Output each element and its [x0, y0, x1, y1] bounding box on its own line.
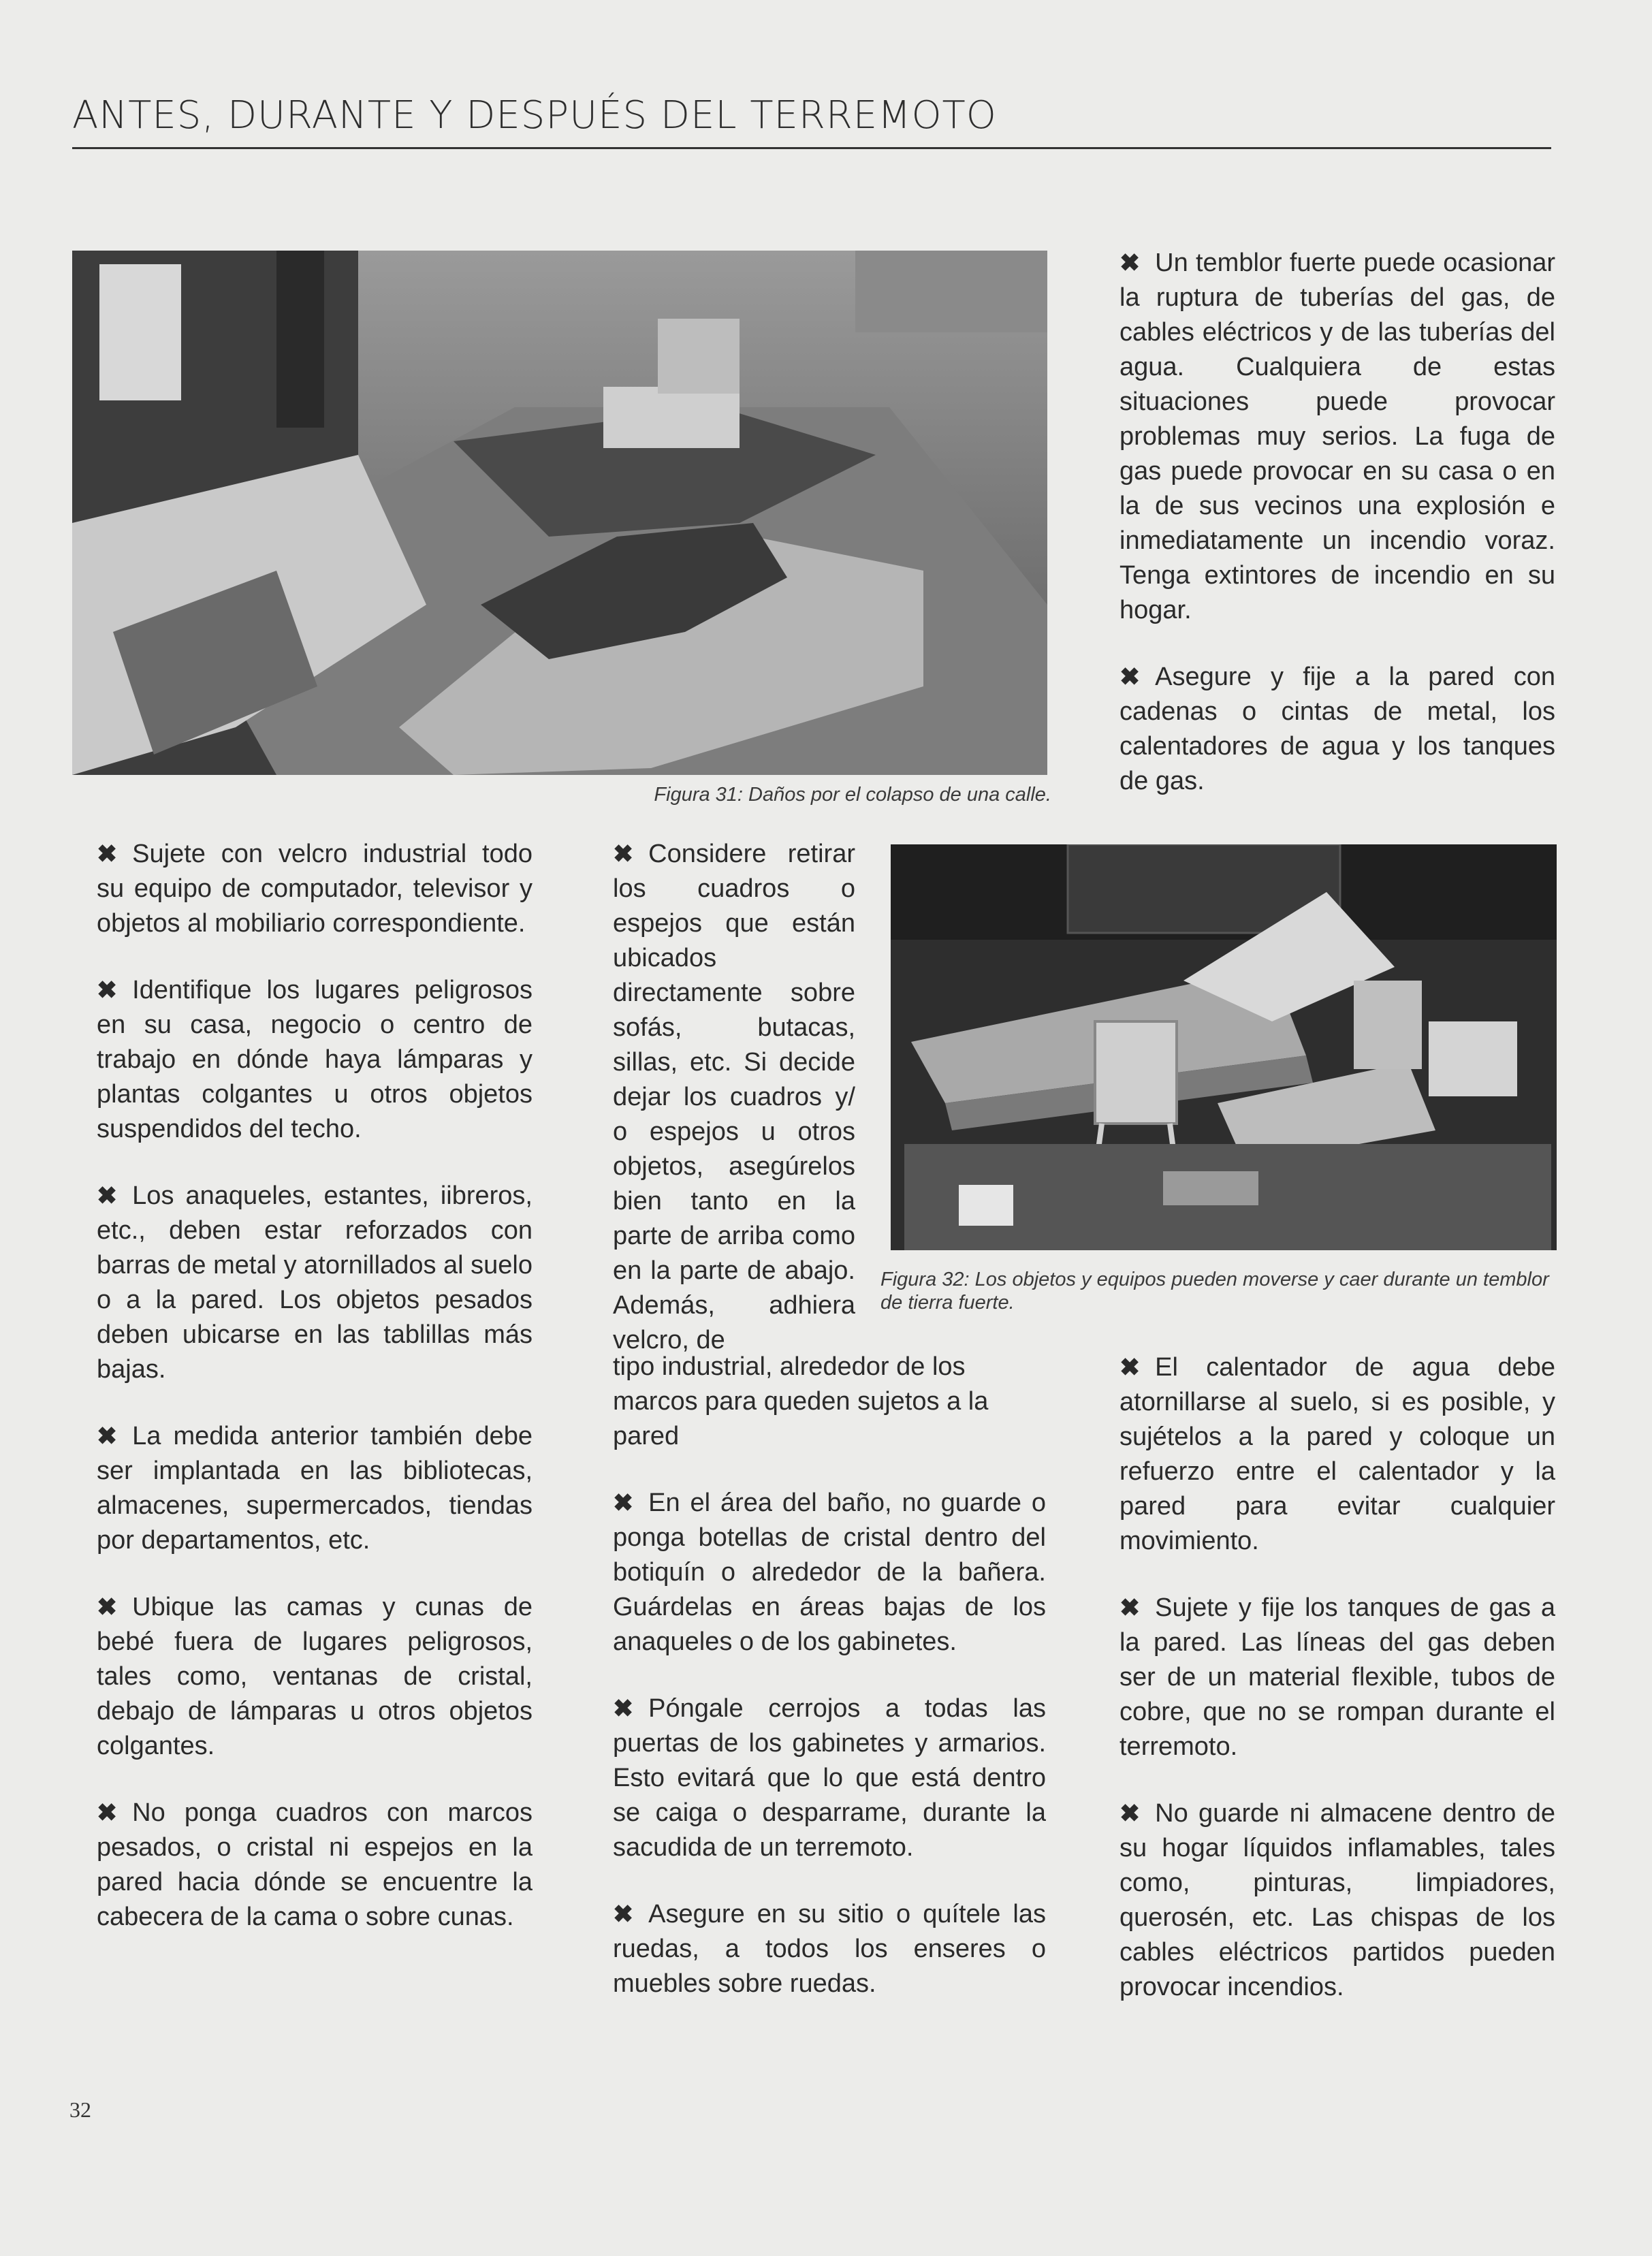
middle-column — [613, 1350, 1046, 2001]
list-item: ✖ El calentador de agua debe atornillarse al suelo, si es posible, y sujételos a la pared y coloque un refuerzo entre el calentador y la pared para evitar cualquier movimiento. — [1119, 1353, 1555, 1555]
x-bullet-icon: ✖ — [613, 840, 634, 868]
list-item: ✖ No ponga cuadros con marcos pesados, o cristal ni espejos en la pared hacia dónde se encuentre la cabecera de la cama o sobre cunas. — [97, 1798, 533, 1931]
figure-31-photo — [72, 251, 1047, 775]
list-item-continuation: tipo industrial, alrededor de los marcos para queden sujetos a la pared — [613, 1352, 989, 1450]
middle-column-narrow — [613, 836, 855, 1358]
fallen-furniture-image — [891, 844, 1557, 1250]
figure-32-caption: Figura 32: Los objetos y equipos pueden moverse y caer durante un temblor de tierra fuerte. — [880, 1269, 1549, 1314]
x-bullet-icon: ✖ — [97, 1422, 118, 1450]
x-bullet-icon: ✖ — [613, 1489, 634, 1516]
x-bullet-icon: ✖ — [1119, 249, 1141, 276]
x-bullet-icon: ✖ — [97, 840, 118, 868]
list-item: ✖ Sujete y fije los tanques de gas a la pared. Las líneas del gas deben ser de un material flexible, tubos de cobre, que no se rompan durante el terremoto. — [1119, 1593, 1555, 1761]
list-item: ✖ Asegure en su sitio o quítele las ruedas, a todos los enseres o muebles sobre ruedas. — [613, 1900, 1046, 1998]
list-item: ✖ Considere retirar los cuadros o espejos que están ubicados directamente sobre sofás, butacas, sillas, etc. Si decide dejar los cuadros y/ o espejos u otros objetos, asegúrelos bien tanto en la parte de arriba como en la parte de abajo. Además, adhiera velcro, de — [613, 840, 855, 1354]
figure-31-caption: Figura 31: Daños por el colapso de una calle. — [654, 784, 1051, 806]
list-item: ✖ Ubique las camas y cunas de bebé fuera de lugares peligrosos, tales como, ventanas de cristal, debajo de lámparas u otros objetos colgantes. — [97, 1593, 533, 1760]
page-header — [72, 95, 1551, 149]
x-bullet-icon: ✖ — [97, 976, 118, 1004]
right-column-bottom — [1119, 1350, 1555, 2005]
list-item: ✖ Un temblor fuerte puede ocasionar la ruptura de tuberías del gas, de cables eléctricos y de las tuberías del agua. Cualquiera de estas situaciones puede provocar problemas muy serios. La fuga de gas puede provocar en su casa o en la de sus vecinos una explosión e inmediatamente un incendio voraz. Tenga extintores de incendio en su hogar. — [1119, 249, 1555, 624]
list-item: ✖ Sujete con velcro industrial todo su equipo de computador, televisor y objetos al mobiliario correspondiente. — [97, 840, 533, 938]
list-item: ✖ Identifique los lugares peligrosos en su casa, negocio o centro de trabajo en dónde haya lámparas y plantas colgantes u otros objetos suspendidos del techo. — [97, 976, 533, 1143]
x-bullet-icon: ✖ — [1119, 1593, 1141, 1621]
list-item: ✖ Los anaqueles, estantes, iibreros, etc., deben estar reforzados con barras de metal y atornillados al suelo o a la pared. Los objetos pesados deben ubicarse en las tablillas más bajas. — [97, 1181, 533, 1384]
left-column — [97, 836, 533, 1935]
x-bullet-icon: ✖ — [1119, 1353, 1141, 1381]
figure-32-photo — [891, 844, 1557, 1250]
x-bullet-icon: ✖ — [1119, 1799, 1141, 1827]
x-bullet-icon: ✖ — [613, 1694, 634, 1722]
street-collapse-image — [72, 251, 1047, 775]
list-item: ✖ Asegure y fije a la pared con cadenas o cintas de metal, los calentadores de agua y los tanques de gas. — [1119, 663, 1555, 795]
list-item: ✖ Póngale cerrojos a todas las puertas de los gabinetes y armarios. Esto evitará que lo que está dentro se caiga o desparrame, durante la sacudida de un terremoto. — [613, 1694, 1046, 1862]
page-number: 32 — [69, 2097, 91, 2122]
right-column-top — [1119, 245, 1555, 799]
list-item: ✖ No guarde ni almacene dentro de su hogar líquidos inflamables, tales como, pinturas, limpiadores, querosén, etc. Las chispas de los cables eléctricos partidos pueden provocar incendios. — [1119, 1799, 1555, 2001]
x-bullet-icon: ✖ — [97, 1798, 118, 1826]
x-bullet-icon: ✖ — [613, 1900, 634, 1928]
x-bullet-icon: ✖ — [97, 1181, 118, 1209]
x-bullet-icon: ✖ — [97, 1593, 118, 1621]
list-item: ✖ En el área del baño, no guarde o ponga botellas de cristal dentro del botiquín o alrededor de la bañera. Guárdelas en áreas bajas de los anaqueles o de los gabinetes. — [613, 1489, 1046, 1656]
page-title: ANTES, DURANTE Y DESPUÉS DEL TERREMOTO — [72, 93, 997, 138]
list-item: ✖ La medida anterior también debe ser implantada en las bibliotecas, almacenes, supermercados, tiendas por departamentos, etc. — [97, 1422, 533, 1555]
x-bullet-icon: ✖ — [1119, 663, 1141, 690]
